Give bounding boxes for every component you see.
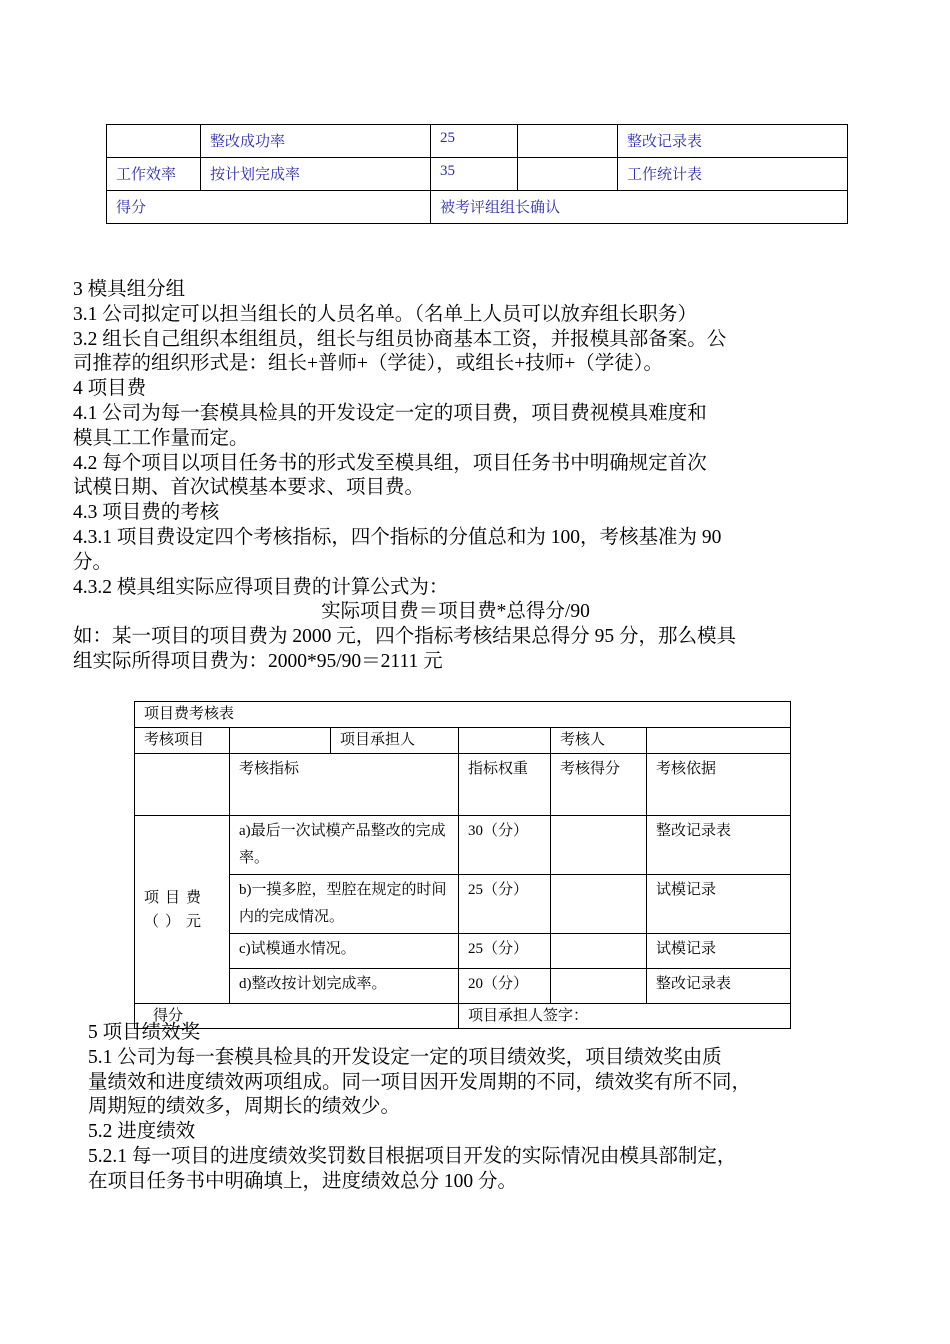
table-row (107, 158, 848, 191)
table-row (135, 969, 791, 1004)
table-cell (518, 125, 618, 158)
section-3-4-text (73, 278, 808, 675)
paragraph-line: 5.2.1 每一项目的进度绩效奖罚数目根据项目开发的实际情况由模具部制定， (88, 1145, 737, 1167)
score-cell (551, 816, 647, 875)
table-cell (230, 728, 331, 754)
row-label-cell: 项目费（）元 (135, 816, 230, 1004)
indicator-cell: b)一摸多腔，型腔在规定的时间内的完成情况。 (230, 875, 459, 934)
basis-cell: 整改记录表 (647, 816, 791, 875)
basis-cell: 试模记录 (647, 934, 791, 969)
table-header-cell: 指标权重 (459, 754, 551, 816)
table-row (107, 125, 848, 158)
table-header-cell: 考核指标 (230, 754, 459, 816)
table-row (135, 934, 791, 969)
score-cell (551, 934, 647, 969)
heading-4-3: 4.3 项目费的考核 (73, 502, 220, 524)
basis-cell: 整改记录表 (647, 969, 791, 1004)
weight-cell: 25（分） (459, 934, 551, 969)
table-header-cell: 考核得分 (551, 754, 647, 816)
table-cell (107, 125, 201, 158)
table-cell: 25 (431, 125, 518, 158)
paragraph-line: 在项目任务书中明确填上，进度绩效总分 100 分。 (88, 1170, 518, 1192)
paragraph-line: 如：某一项目的项目费为 2000 元，四个指标考核结果总得分 95 分，那么模具 (73, 626, 737, 648)
table-cell: 35 (431, 158, 518, 191)
table-cell (518, 158, 618, 191)
table-row (107, 191, 848, 224)
table-row (135, 816, 791, 875)
weight-cell: 20（分） (459, 969, 551, 1004)
score-label-cell: 得分 (107, 191, 431, 224)
paragraph-line: 组实际所得项目费为：2000*95/90＝2111 元 (73, 650, 443, 672)
paragraph-line: 4.2 每个项目以项目任务书的形式发至模具组，项目任务书中明确规定首次 (73, 452, 707, 474)
table-row (135, 702, 791, 728)
table-row (135, 875, 791, 934)
table-cell: 整改成功率 (201, 125, 431, 158)
paragraph-line: 3.2 组长自己组织本组组员，组长与组员协商基本工资，并报模具部备案。公 (73, 328, 727, 350)
paragraph-line: 司推荐的组织形式是：组长+普师+（学徒），或组长+技师+（学徒）。 (73, 353, 663, 375)
table-cell (647, 728, 791, 754)
paragraph-line: 模具工工作量而定。 (73, 427, 249, 449)
paragraph-line: 分。 (73, 551, 113, 573)
table-header-cell: 考核依据 (647, 754, 791, 816)
project-fee-assessment-table (134, 701, 791, 1029)
table-cell (459, 728, 551, 754)
table-cell: 工作效率 (107, 158, 201, 191)
heading-5-2: 5.2 进度绩效 (88, 1121, 196, 1143)
score-cell (551, 969, 647, 1004)
paragraph-line: 试模日期、首次试模基本要求、项目费。 (73, 477, 425, 499)
footer-score-cell: 得分 (135, 1004, 459, 1029)
table-cell: 工作统计表 (618, 158, 848, 191)
indicator-cell: c)试模通水情况。 (230, 934, 459, 969)
confirm-label-cell: 被考评组组长确认 (431, 191, 848, 224)
heading-4: 4 项目费 (73, 378, 147, 400)
paragraph-line: 量绩效和进度绩效两项组成。同一项目因开发周期的不同，绩效奖有所不同， (88, 1071, 752, 1093)
table-cell: 考核项目 (135, 728, 230, 754)
paragraph-line: 4.3.1 项目费设定四个考核指标，四个指标的分值总和为 100，考核基准为 90 (73, 526, 722, 548)
indicator-cell: a)最后一次试模产品整改的完成率。 (230, 816, 459, 875)
heading-5: 5 项目绩效奖 (88, 1022, 201, 1043)
heading-3: 3 模具组分组 (73, 279, 186, 300)
paragraph-line: 周期短的绩效多，周期长的绩效少。 (88, 1096, 401, 1118)
section-5-text (88, 1021, 751, 1195)
weight-cell: 30（分） (459, 816, 551, 875)
basis-cell: 试模记录 (647, 875, 791, 934)
table-cell: 考核人 (551, 728, 647, 754)
weight-cell: 25（分） (459, 875, 551, 934)
table-cell: 整改记录表 (618, 125, 848, 158)
paragraph-line: 5.1 公司为每一套模具检具的开发设定一定的项目绩效奖，项目绩效奖由质 (88, 1046, 722, 1068)
table-cell: 按计划完成率 (201, 158, 431, 191)
paragraph-line: 3.1 公司拟定可以担当组长的人员名单。（名单上人员可以放弃组长职务） (73, 303, 698, 325)
formula: 实际项目费＝项目费*总得分/90 (321, 601, 590, 623)
table-row (135, 754, 791, 816)
indicator-cell: d)整改按计划完成率。 (230, 969, 459, 1004)
table-row (135, 728, 791, 754)
top-score-table (106, 124, 848, 224)
score-cell (551, 875, 647, 934)
paragraph-line: 4.3.2 模具组实际应得项目费的计算公式为： (73, 576, 449, 598)
table-cell (135, 754, 230, 816)
table-cell: 项目承担人 (331, 728, 459, 754)
table-title: 项目费考核表 (135, 702, 791, 728)
footer-sign-cell: 项目承担人签字： (459, 1004, 791, 1029)
paragraph-line: 4.1 公司为每一套模具检具的开发设定一定的项目费，项目费视模具难度和 (73, 402, 707, 424)
